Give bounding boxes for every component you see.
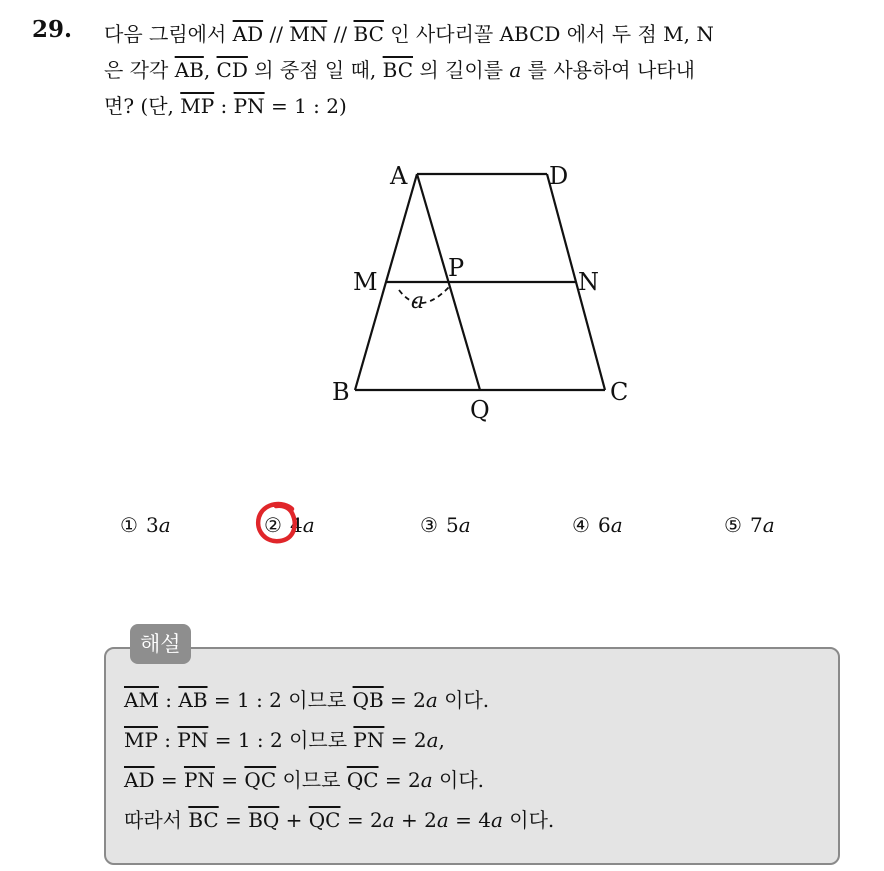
label-q: Q bbox=[470, 396, 490, 424]
question-text bbox=[104, 16, 874, 124]
text: = 1 : 2 이므로 bbox=[207, 688, 353, 712]
choice-number: ① bbox=[120, 513, 138, 537]
text: = 4 bbox=[448, 808, 491, 832]
solution-tab: 해설 bbox=[130, 624, 191, 664]
solution-line-2 bbox=[124, 720, 554, 760]
variable: a bbox=[425, 688, 438, 712]
segment: $\overline{AD}$ bbox=[124, 768, 155, 792]
segment: $\overline{QC}$ bbox=[244, 768, 277, 792]
choice-number: ③ bbox=[420, 513, 438, 537]
choice-value: 5 bbox=[446, 513, 459, 537]
segment-mp: $\overline{MP}$ bbox=[180, 94, 215, 118]
question-number: 29. bbox=[32, 16, 73, 43]
solution-line-1 bbox=[124, 680, 554, 720]
segment-ab: $\overline{AB}$ bbox=[174, 58, 204, 82]
text: 이므로 bbox=[276, 768, 347, 792]
segment: $\overline{BQ}$ bbox=[248, 808, 280, 832]
segment: $\overline{BC}$ bbox=[188, 808, 219, 832]
segment-cd: $\overline{CD}$ bbox=[216, 58, 248, 82]
choice-variable: a bbox=[458, 513, 471, 537]
text: : bbox=[214, 94, 234, 118]
text: = 1 : 2 이므로 bbox=[208, 728, 354, 752]
text: = 2 bbox=[383, 688, 426, 712]
text: = 2 bbox=[378, 768, 421, 792]
text: , bbox=[438, 728, 445, 752]
choice-variable: a bbox=[762, 513, 775, 537]
choice-variable: a bbox=[610, 513, 623, 537]
choice-value: 4 bbox=[290, 513, 303, 537]
label-angle-a: a bbox=[411, 289, 425, 314]
variable: a bbox=[490, 808, 503, 832]
question-line-1 bbox=[104, 16, 874, 52]
text: 이다. bbox=[432, 768, 485, 792]
choice-number: ⑤ bbox=[724, 513, 742, 537]
segment-pn: $\overline{PN}$ bbox=[233, 94, 265, 118]
segment: $\overline{QB}$ bbox=[352, 688, 384, 712]
question-line-2 bbox=[104, 52, 874, 88]
variable: a bbox=[436, 808, 449, 832]
variable: a bbox=[420, 768, 433, 792]
solution-line-3 bbox=[124, 760, 554, 800]
solution-line-4 bbox=[124, 800, 554, 840]
text: = bbox=[218, 808, 249, 832]
choice-variable: a bbox=[302, 513, 315, 537]
angle-arc bbox=[399, 286, 450, 303]
label-d: D bbox=[549, 162, 569, 190]
label-n: N bbox=[578, 268, 599, 296]
text: + 2 bbox=[394, 808, 437, 832]
segment-mn: $\overline{MN}$ bbox=[289, 22, 328, 46]
label-p: P bbox=[448, 254, 465, 282]
choice-5[interactable] bbox=[724, 510, 775, 540]
parallel-symbol: // bbox=[263, 22, 290, 46]
variable: a bbox=[382, 808, 395, 832]
text: 이다. bbox=[437, 688, 490, 712]
text: 이다. bbox=[502, 808, 555, 832]
text: 의 중점 일 때, bbox=[247, 58, 383, 82]
text: 인 사다리꼴 ABCD 에서 두 점 M, N bbox=[383, 22, 714, 46]
text: 다음 그림에서 bbox=[104, 22, 233, 46]
text: = 1 : 2) bbox=[264, 94, 347, 118]
choice-value: 7 bbox=[750, 513, 763, 537]
text: = 2 bbox=[340, 808, 383, 832]
segment-bc: $\overline{BC}$ bbox=[353, 22, 384, 46]
segment: $\overline{PN}$ bbox=[183, 768, 215, 792]
choice-1[interactable] bbox=[120, 510, 171, 540]
choice-number: ④ bbox=[572, 513, 590, 537]
text: 의 길이를 bbox=[413, 58, 510, 82]
segment-ad: $\overline{AD}$ bbox=[232, 22, 264, 46]
text: , bbox=[203, 58, 217, 82]
text: 은 각각 bbox=[104, 58, 175, 82]
text: = 2 bbox=[384, 728, 427, 752]
text: = bbox=[154, 768, 184, 792]
variable: a bbox=[426, 728, 439, 752]
label-c: C bbox=[610, 378, 629, 406]
parallel-symbol: // bbox=[327, 22, 354, 46]
label-m: M bbox=[353, 268, 378, 296]
segment-bc: $\overline{BC}$ bbox=[382, 58, 414, 82]
choice-number: ② bbox=[264, 513, 282, 537]
segment: $\overline{PN}$ bbox=[177, 728, 209, 752]
question-line-3 bbox=[104, 88, 874, 124]
text: 를 사용하여 나타내 bbox=[521, 58, 695, 82]
text: 따라서 bbox=[124, 808, 189, 832]
segment: $\overline{MP}$ bbox=[124, 728, 158, 752]
segment: $\overline{AB}$ bbox=[178, 688, 208, 712]
choice-3[interactable] bbox=[420, 510, 471, 540]
label-b: B bbox=[332, 378, 350, 406]
choice-value: 6 bbox=[598, 513, 611, 537]
answer-mark-circle-icon bbox=[254, 499, 300, 547]
segment: $\overline{PN}$ bbox=[353, 728, 385, 752]
text: : bbox=[158, 688, 179, 712]
choice-value: 3 bbox=[146, 513, 159, 537]
solution-text bbox=[124, 680, 554, 840]
segment: $\overline{QC}$ bbox=[346, 768, 379, 792]
text: 면? (단, bbox=[104, 94, 181, 118]
variable-a: a bbox=[509, 58, 522, 82]
choice-4[interactable] bbox=[572, 510, 623, 540]
label-a: A bbox=[390, 162, 408, 190]
choice-variable: a bbox=[158, 513, 171, 537]
trapezoid-figure bbox=[320, 150, 650, 430]
segment: $\overline{AM}$ bbox=[124, 688, 159, 712]
text: = bbox=[214, 768, 245, 792]
text: : bbox=[157, 728, 178, 752]
text: + bbox=[279, 808, 309, 832]
segment: $\overline{QC}$ bbox=[308, 808, 341, 832]
